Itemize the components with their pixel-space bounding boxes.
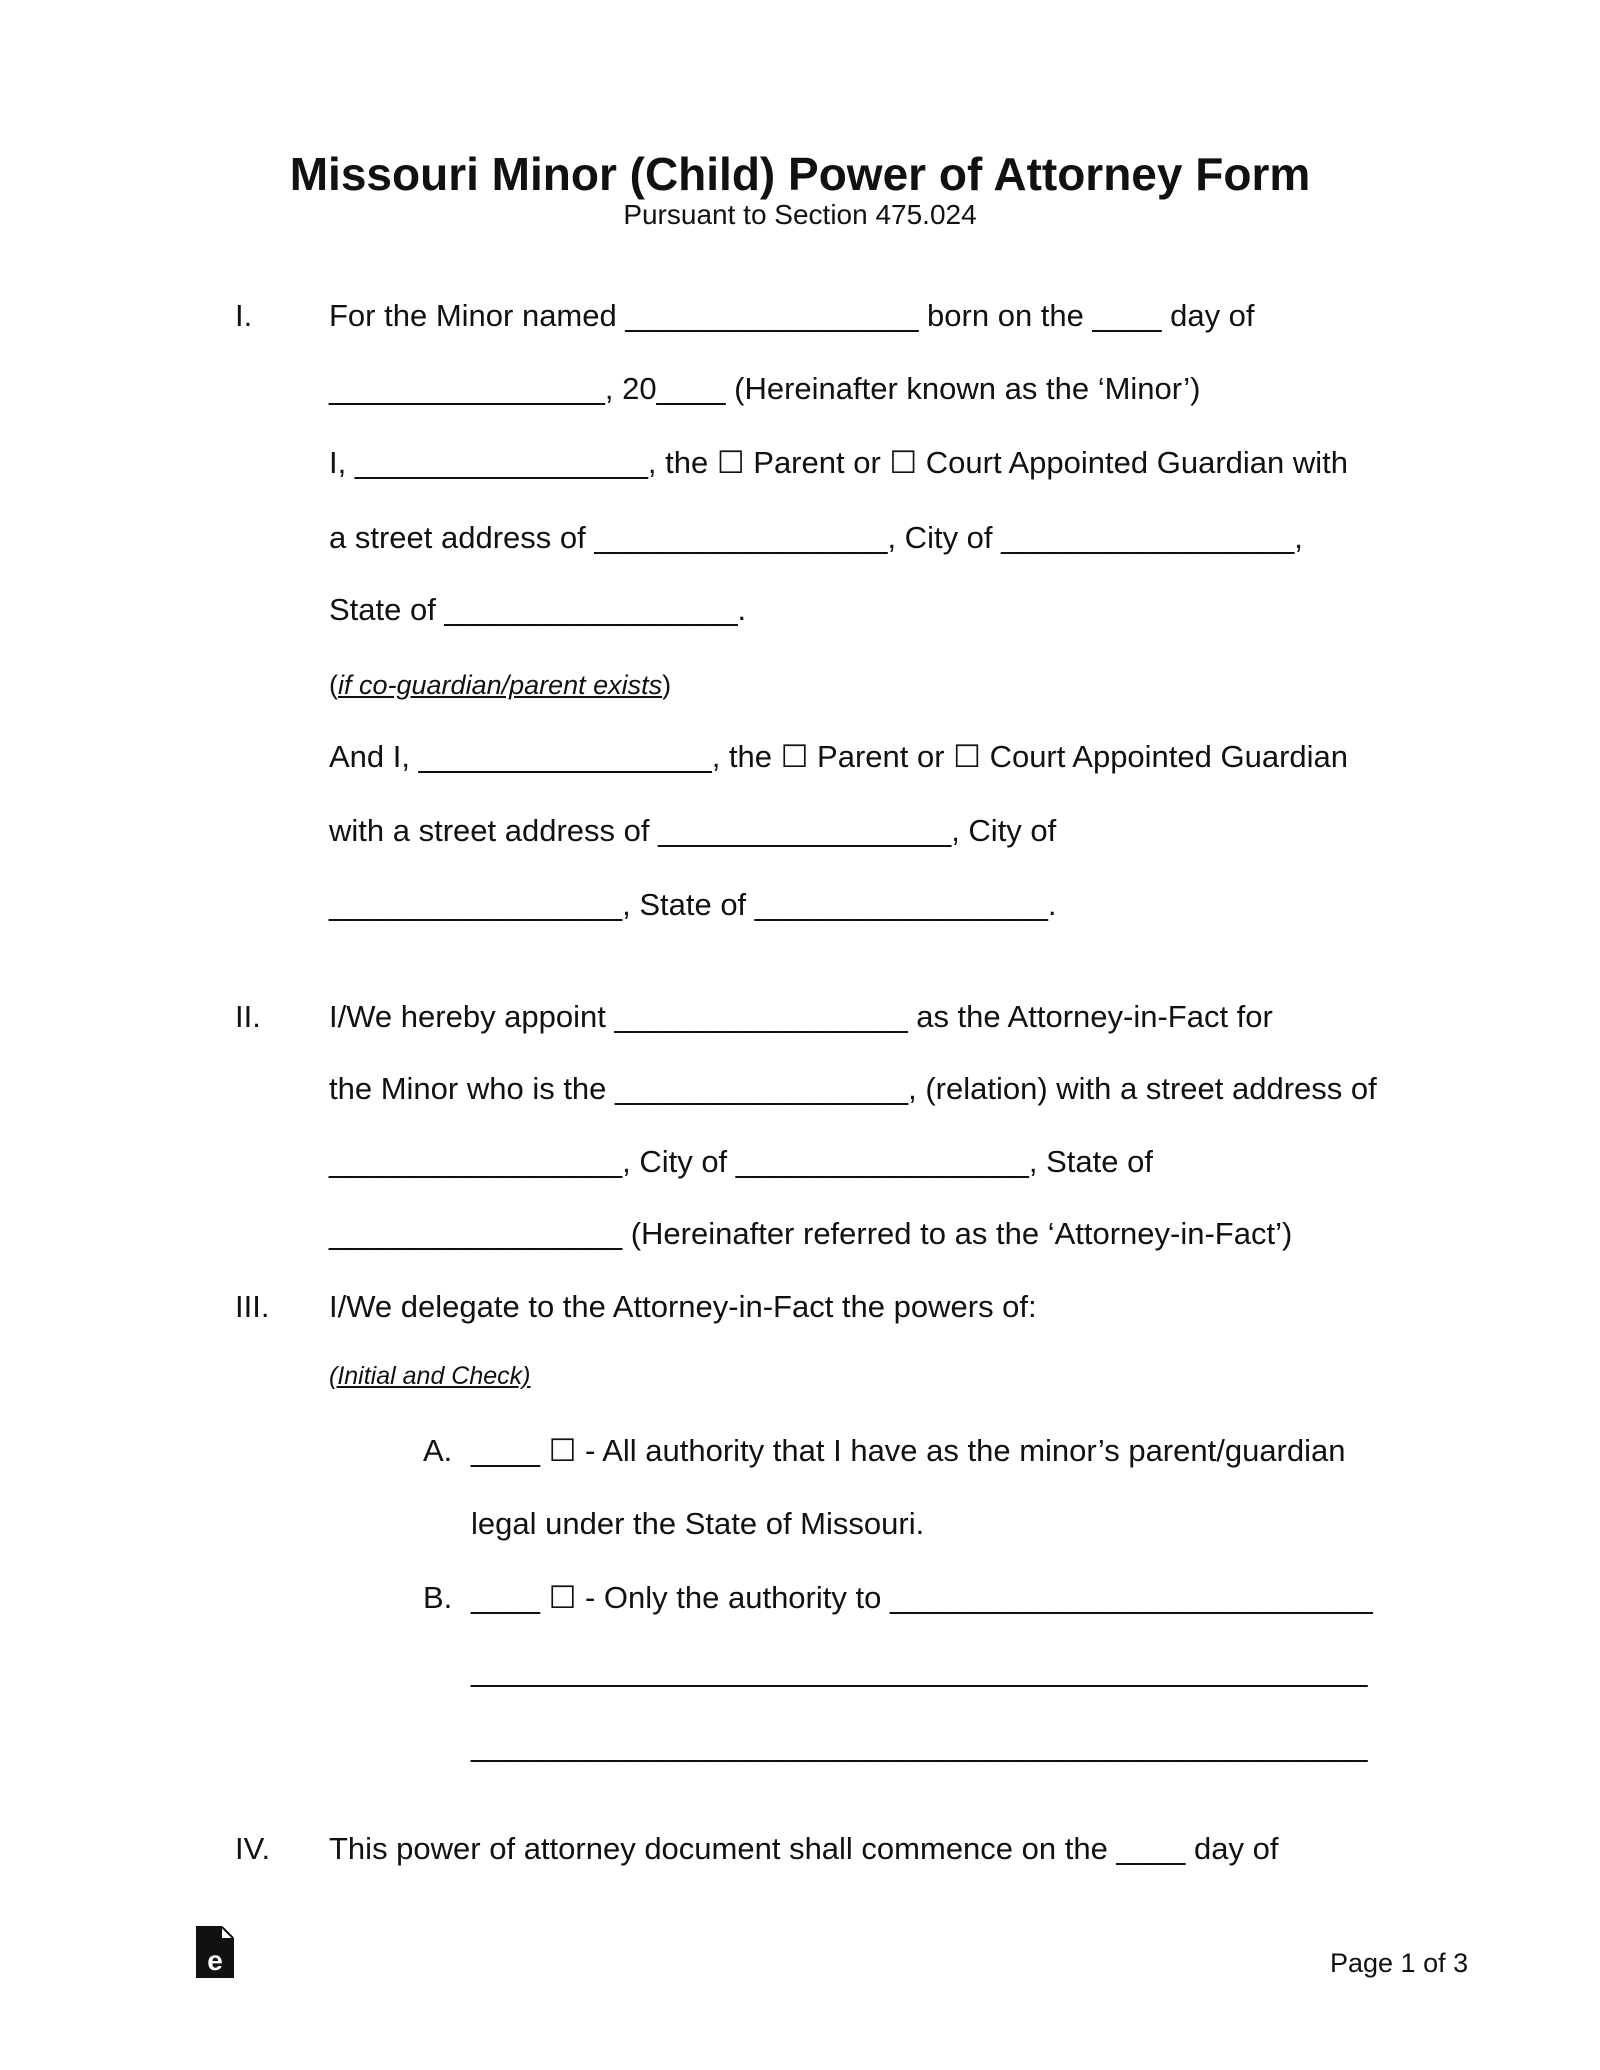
form-line: ________________, 20____ (Hereinafter known as the ‘Minor’) bbox=[329, 371, 1201, 406]
page-subtitle: Pursuant to Section 475.024 bbox=[623, 199, 977, 230]
section-number: III. bbox=[235, 1289, 270, 1324]
co-guardian-note: (if co-guardian/parent exists) bbox=[329, 670, 672, 700]
form-line: I, _________________, the ☐ Parent or ☐ Court Appointed Guardian with bbox=[329, 445, 1349, 480]
section-number: I. bbox=[235, 298, 253, 333]
eforms-logo-icon bbox=[196, 1926, 234, 1978]
form-line: For the Minor named _________________ born on the ____ day of bbox=[329, 298, 1255, 333]
form-line: the Minor who is the _________________, (relation) with a street address of bbox=[329, 1071, 1377, 1106]
option-line: ____ ☐ - Only the authority to ____________________________ bbox=[471, 1580, 1373, 1615]
form-line: _________________, State of _________________. bbox=[329, 887, 1057, 922]
option-line: legal under the State of Missouri. bbox=[471, 1506, 925, 1541]
option-line: ____ ☐ - All authority that I have as the minor’s parent/guardian bbox=[471, 1433, 1346, 1468]
form-line: _________________ (Hereinafter referred to as the ‘Attorney-in-Fact’) bbox=[329, 1216, 1293, 1251]
initial-check-note: (Initial and Check) bbox=[329, 1362, 531, 1390]
form-line: with a street address of _________________, City of bbox=[329, 813, 1057, 848]
form-line: _________________, City of _________________, State of bbox=[329, 1144, 1153, 1179]
option-line: ____________________________________________________ bbox=[471, 1653, 1368, 1688]
form-line: State of _________________. bbox=[329, 592, 747, 627]
section-number: IV. bbox=[235, 1831, 271, 1866]
form-line: This power of attorney document shall commence on the ____ day of bbox=[329, 1831, 1279, 1866]
option-letter: A. bbox=[423, 1433, 453, 1468]
option-line: ____________________________________________________ bbox=[471, 1728, 1368, 1763]
page-number: Page 1 of 3 bbox=[1330, 1948, 1469, 1978]
form-line: And I, _________________, the ☐ Parent or ☐ Court Appointed Guardian bbox=[329, 739, 1349, 774]
svg-text:e: e bbox=[207, 1945, 223, 1976]
form-line: I/We delegate to the Attorney-in-Fact the powers of: bbox=[329, 1289, 1037, 1324]
form-line: I/We hereby appoint _________________ as the Attorney-in-Fact for bbox=[329, 999, 1273, 1034]
section-number: II. bbox=[235, 999, 261, 1034]
form-line: a street address of _________________, City of _________________, bbox=[329, 520, 1303, 555]
option-letter: B. bbox=[423, 1580, 453, 1615]
page-title: Missouri Minor (Child) Power of Attorney Form bbox=[289, 148, 1311, 200]
